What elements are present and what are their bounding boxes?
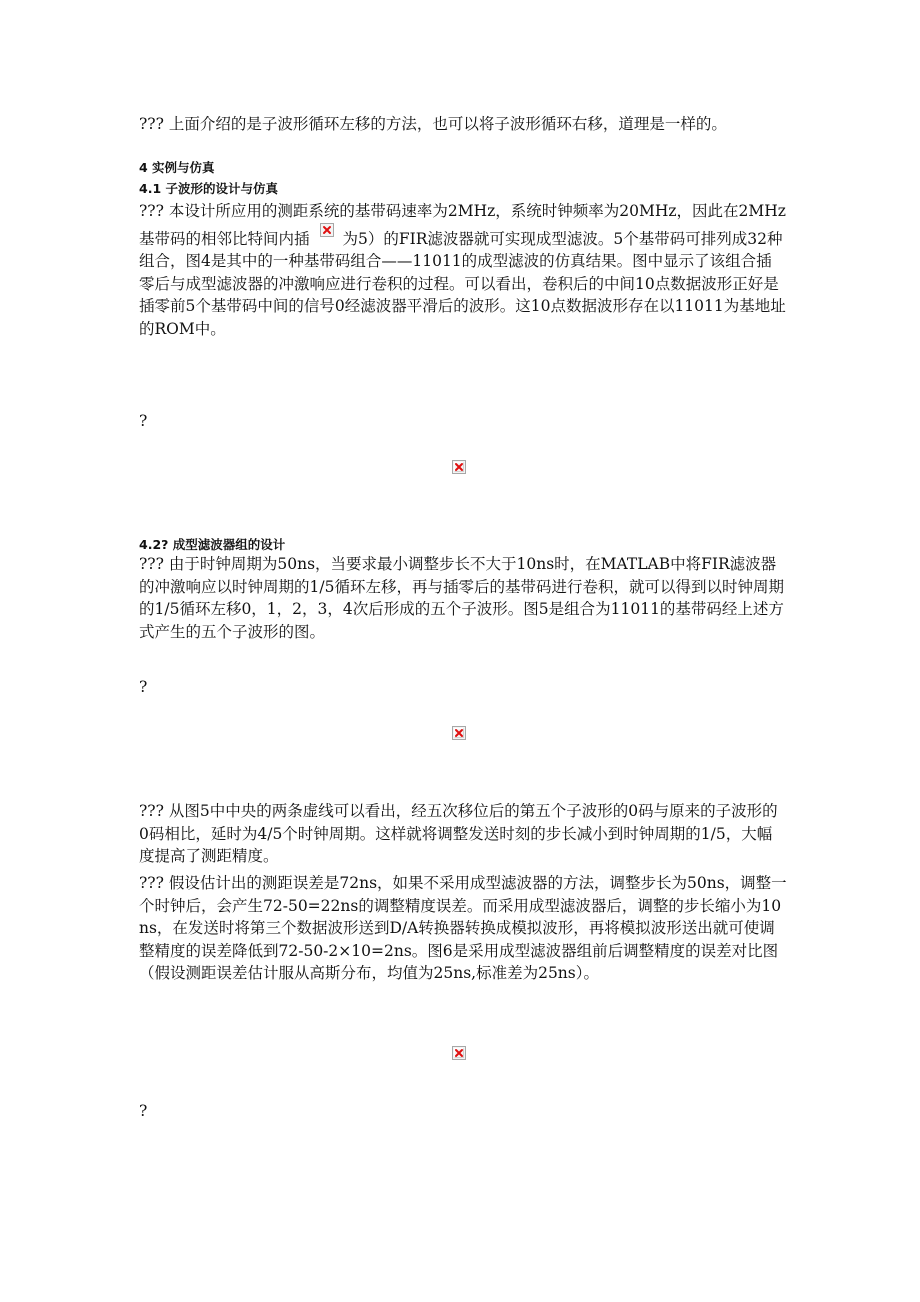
paragraph-error-example: ??? 假设估计出的测距误差是72ns，如果不采用成型滤波器的方法，调整步长为50ns，调整一个时钟后，会产生72-50=22ns的调整精度误差。而采用成型滤波器后，调整的步长缩小为10ns，在发送时将第三个数据波形送到D/A转换器转换成模拟波形，再将模拟波形送出就可使调整精度的误差降低到72-50-2×10=2ns。图6是采用成型滤波器组前后调整精度的误差对比图（假设测距误差估计服从高斯分布，均值为25ns,标准差为25ns）。	[139, 874, 787, 983]
inline-broken-image-icon	[320, 223, 334, 237]
broken-image-icon-figure-4	[452, 460, 466, 474]
missing-figure-marker-2: ?	[139, 678, 148, 696]
missing-figure-marker-3: ?	[139, 1102, 148, 1120]
section-heading-4-1: 4.1 子波形的设计与仿真	[139, 181, 278, 196]
cross-icon	[453, 727, 465, 739]
broken-image-icon-figure-5	[452, 726, 466, 740]
section-heading-4-2: 4.2? 成型滤波器组的设计	[139, 537, 286, 552]
broken-image-icon-figure-6	[452, 1046, 466, 1060]
cross-icon	[453, 461, 465, 473]
paragraph-dashed-lines-analysis: ??? 从图5中中央的两条虚线可以看出，经五次移位后的第五个子波形的0码与原来的子波形的0码相比，延时为4/5个时钟周期。这样就将调整发送时刻的步长减小到时钟周期的1/5，大幅度提高了测距精度。	[139, 802, 778, 866]
section-heading-4: 4 实例与仿真	[139, 160, 215, 175]
paragraph-subwave-design-part2: 为5）的FIR滤波器就可实现成型滤波。5个基带码可排列成32种组合，图4是其中的一种基带码组合——11011的成型滤波的仿真结果。图中显示了该组合插零后与成型滤波器的冲激响应进行卷积的过程。可以看出，卷积后的中间10点数据波形正好是插零前5个基带码中间的信号0经滤波器平滑后的波形。这10点数据波形存在以11011为基地址的ROM中。	[139, 229, 786, 338]
paragraph-subwave-design	[139, 200, 787, 341]
paragraph-subwave-design-part1: ??? 本设计所应用的测距系统的基带码速率为2MHz，系统时钟频率为20MHz，因此在2MHz基带码的相邻比特间内插	[139, 202, 786, 248]
paragraph-filter-bank-design: ??? 由于时钟周期为50ns，当要求最小调整步长不大于10ns时，在MATLAB中将FIR滤波器的冲激响应以时钟周期的1/5循环左移，再与插零后的基带码进行卷积，就可以得到以时钟周期的1/5循环左移0，1，2，3，4次后形成的五个子波形。图5是组合为11011的基带码经上述方式产生的五个子波形的图。	[139, 555, 784, 641]
paragraph-circular-shift-note: ??? 上面介绍的是子波形循环左移的方法，也可以将子波形循环右移，道理是一样的。	[139, 115, 727, 133]
cross-icon	[321, 224, 333, 236]
missing-figure-marker-1: ?	[139, 412, 148, 430]
cross-icon	[453, 1047, 465, 1059]
